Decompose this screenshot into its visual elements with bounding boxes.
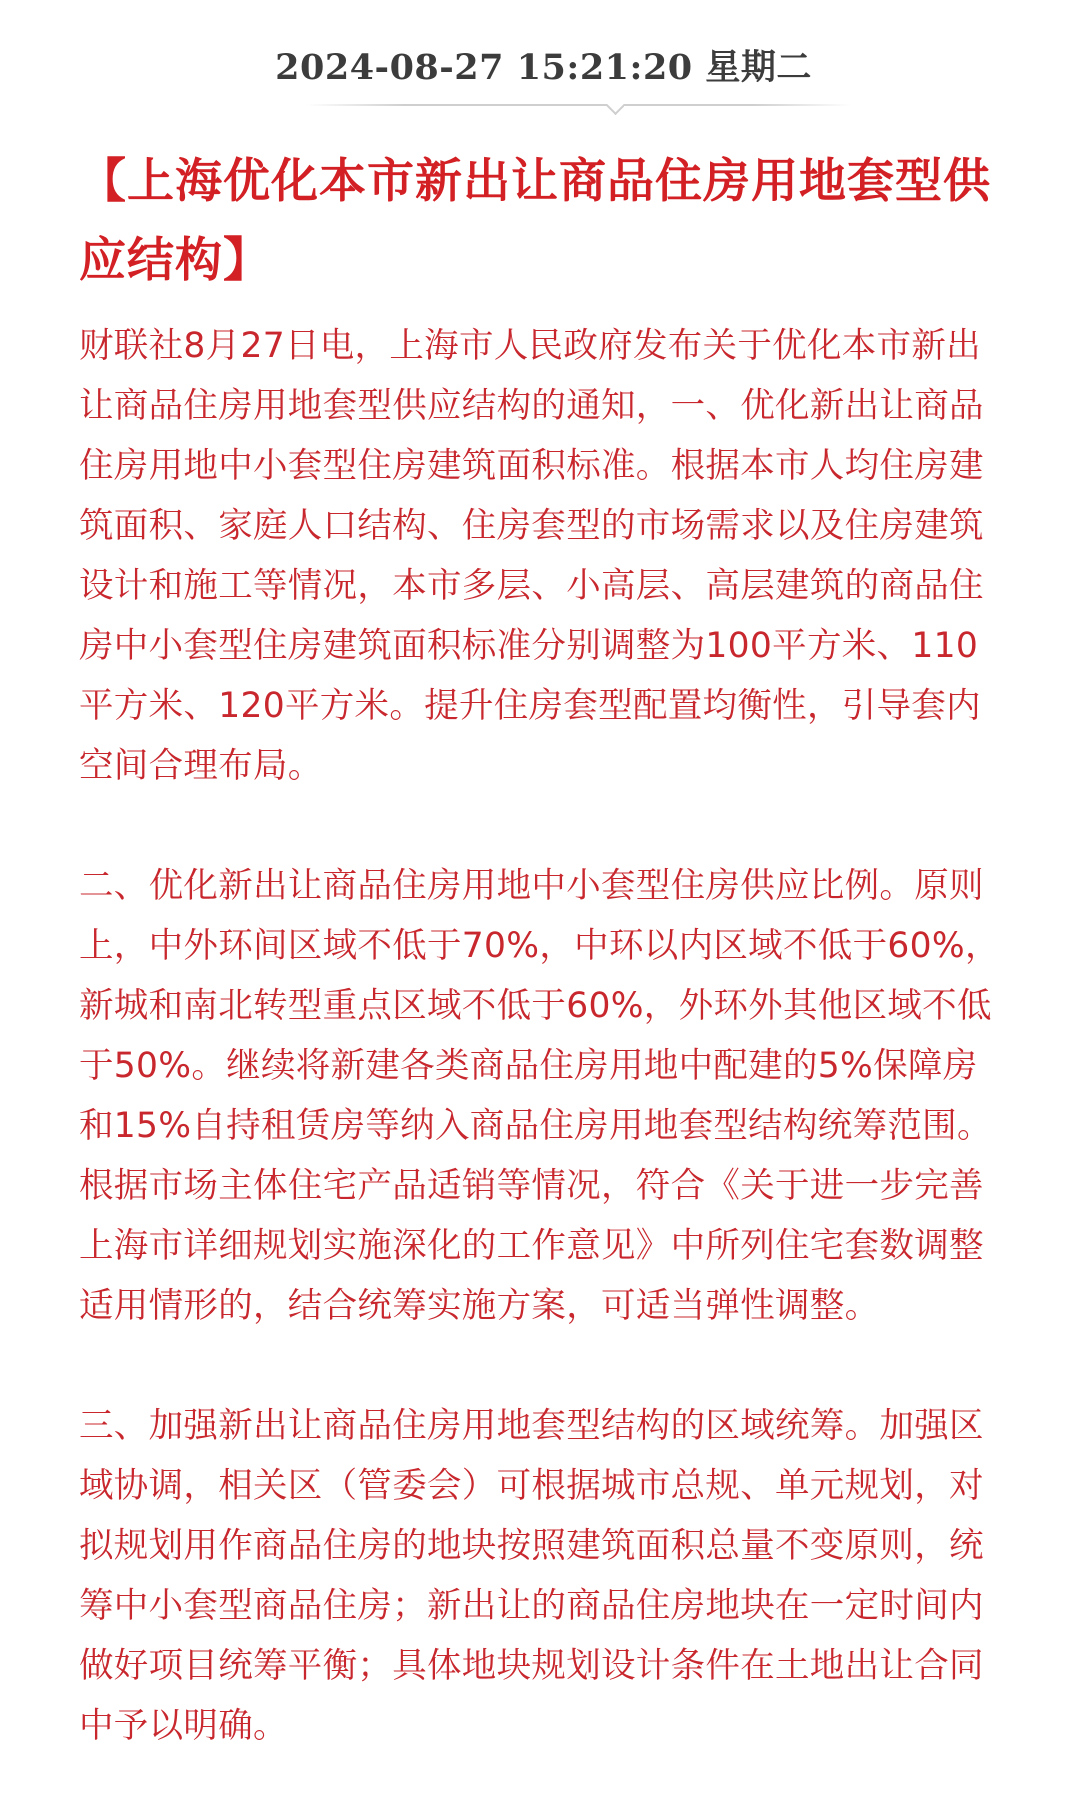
- divider-notch-icon: [606, 104, 624, 122]
- article-body: [79, 316, 1008, 1756]
- paragraph-2: 二、优化新出让商品住房用地中小套型住房供应比例。原则上，中外环间区域不低于70%，中环以内区域不低于60%，新城和南北转型重点区域不低于60%，外环外其他区域不低于50%。继续将新建各类商品住房用地中配建的5%保障房和15%自持租赁房等纳入商品住房用地套型结构统筹范围。根据市场主体住宅产品适销等情况，符合《关于进一步完善上海市详细规划实施深化的工作意见》中所列住宅套数调整适用情形的，结合统筹实施方案，可适当弹性调整。: [79, 866, 1000, 1326]
- article-header: [79, 0, 1008, 122]
- article-title: 【上海优化本市新出让商品住房用地套型供应结构】: [79, 154, 991, 288]
- paragraph-1: 财联社8月27日电，上海市人民政府发布关于优化本市新出让商品住房用地套型供应结构的通知，一、优化新出让商品住房用地中小套型住房建筑面积标准。根据本市人均住房建筑面积、家庭人口结构、住房套型的市场需求以及住房建筑设计和施工等情况，本市多层、小高层、高层建筑的商品住房中小套型住房建筑面积标准分别调整为100平方米、110平方米、120平方米。提升住房套型配置均衡性，引导套内空间合理布局。: [79, 326, 984, 786]
- paragraph-3: 三、加强新出让商品住房用地套型结构的区域统筹。加强区域协调，相关区（管委会）可根据城市总规、单元规划，对拟规划用作商品住房的地块按照建筑面积总量不变原则，统筹中小套型商品住房；新出让的商品住房地块在一定时间内做好项目统筹平衡；具体地块规划设计条件在土地出让合同中予以明确。: [79, 1406, 984, 1746]
- header-divider: [306, 104, 851, 106]
- publish-timestamp: 2024-08-27 15:21:20 星期二: [275, 47, 812, 88]
